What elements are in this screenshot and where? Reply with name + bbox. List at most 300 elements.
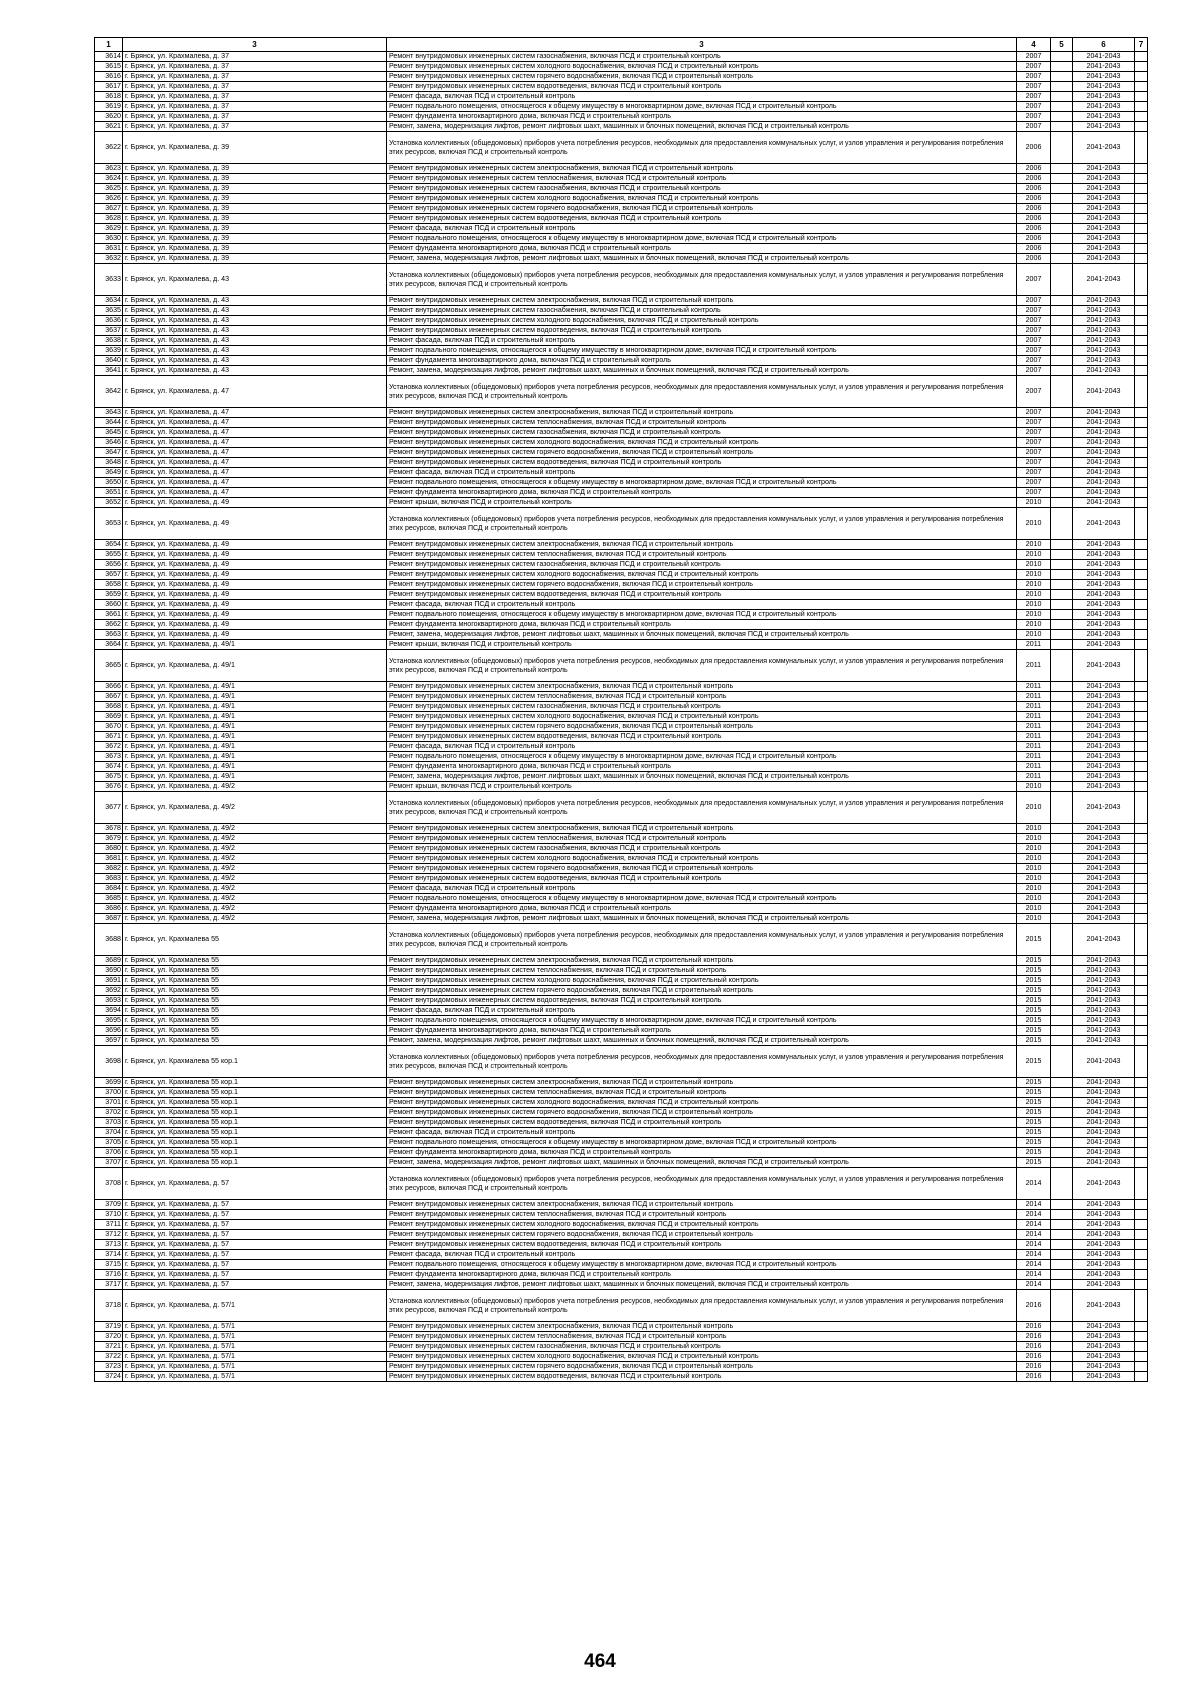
year-cell: 2007 (1017, 306, 1051, 316)
year-cell: 2014 (1017, 1220, 1051, 1230)
period-cell: 2041-2043 (1073, 1026, 1135, 1036)
table-row (95, 458, 1148, 468)
year-cell: 2007 (1017, 264, 1051, 296)
table-row (95, 732, 1148, 742)
work-type-cell: Ремонт фасада, включая ПСД и строительный контроль (387, 600, 1017, 610)
year-cell: 2006 (1017, 234, 1051, 244)
address-cell: г. Брянск, ул. Крахмалева, д. 49 (123, 630, 387, 640)
table-row (95, 498, 1148, 508)
col5-cell (1051, 590, 1073, 600)
table-row (95, 1088, 1148, 1098)
col7-cell (1135, 1322, 1148, 1332)
address-cell: г. Брянск, ул. Крахмалева, д. 49 (123, 540, 387, 550)
period-cell: 2041-2043 (1073, 630, 1135, 640)
col5-cell (1051, 1230, 1073, 1240)
row-number: 3652 (95, 498, 123, 508)
address-cell: г. Брянск, ул. Крахмалева, д. 49/2 (123, 904, 387, 914)
year-cell: 2010 (1017, 782, 1051, 792)
year-cell: 2016 (1017, 1342, 1051, 1352)
address-cell: г. Брянск, ул. Крахмалева 55 кор.1 (123, 1108, 387, 1118)
year-cell: 2014 (1017, 1240, 1051, 1250)
table-row (95, 254, 1148, 264)
year-cell: 2011 (1017, 640, 1051, 650)
row-number: 3634 (95, 296, 123, 306)
work-type-cell: Ремонт внутридомовых инженерных систем водоотведения, включая ПСД и строительный контроль (387, 874, 1017, 884)
year-cell: 2007 (1017, 72, 1051, 82)
table-row (95, 1118, 1148, 1128)
period-cell: 2041-2043 (1073, 316, 1135, 326)
address-cell: г. Брянск, ул. Крахмалева 55 (123, 996, 387, 1006)
work-type-cell: Ремонт фундамента многоквартирного дома, включая ПСД и строительный контроль (387, 904, 1017, 914)
period-cell: 2041-2043 (1073, 732, 1135, 742)
work-type-cell: Ремонт фундамента многоквартирного дома, включая ПСД и строительный контроль (387, 356, 1017, 366)
row-number: 3618 (95, 92, 123, 102)
work-type-cell: Ремонт внутридомовых инженерных систем водоотведения, включая ПСД и строительный контроль (387, 1118, 1017, 1128)
table-row (95, 1260, 1148, 1270)
year-cell: 2015 (1017, 1148, 1051, 1158)
work-type-cell: Установка коллективных (общедомовых) приборов учета потребления ресурсов, необходимых для предоставления коммунальных услуг, и узлов управления и регулирования потребления этих ресурсов, включая ПСД и строительный контроль (387, 792, 1017, 824)
col7-cell (1135, 356, 1148, 366)
work-type-cell: Ремонт внутридомовых инженерных систем горячего водоснабжения, включая ПСД и строительный контроль (387, 204, 1017, 214)
table-row (95, 1036, 1148, 1046)
work-type-cell: Ремонт подвального помещения, относящегося к общему имуществу в многоквартирном доме, включая ПСД и строительный контроль (387, 102, 1017, 112)
work-type-cell: Установка коллективных (общедомовых) приборов учета потребления ресурсов, необходимых для предоставления коммунальных услуг, и узлов управления и регулирования потребления этих ресурсов, включая ПСД и строительный контроль (387, 132, 1017, 164)
period-cell: 2041-2043 (1073, 914, 1135, 924)
table-row (95, 570, 1148, 580)
table-row (95, 630, 1148, 640)
table-row (95, 174, 1148, 184)
col5-cell (1051, 1118, 1073, 1128)
year-cell: 2010 (1017, 630, 1051, 640)
table-row (95, 590, 1148, 600)
work-type-cell: Ремонт внутридомовых инженерных систем водоотведения, включая ПСД и строительный контроль (387, 1372, 1017, 1382)
col5-cell (1051, 580, 1073, 590)
row-number: 3712 (95, 1230, 123, 1240)
row-number: 3676 (95, 782, 123, 792)
period-cell: 2041-2043 (1073, 1260, 1135, 1270)
col5-cell (1051, 854, 1073, 864)
col5-cell (1051, 732, 1073, 742)
col5-cell (1051, 864, 1073, 874)
period-cell: 2041-2043 (1073, 712, 1135, 722)
table-row (95, 1016, 1148, 1026)
work-type-cell: Ремонт фундамента многоквартирного дома, включая ПСД и строительный контроль (387, 620, 1017, 630)
col7-cell (1135, 366, 1148, 376)
col5-cell (1051, 1352, 1073, 1362)
year-cell: 2010 (1017, 904, 1051, 914)
work-type-cell: Ремонт внутридомовых инженерных систем холодного водоснабжения, включая ПСД и строительный контроль (387, 976, 1017, 986)
work-type-cell: Ремонт внутридомовых инженерных систем холодного водоснабжения, включая ПСД и строительный контроль (387, 712, 1017, 722)
period-cell: 2041-2043 (1073, 264, 1135, 296)
address-cell: г. Брянск, ул. Крахмалева, д. 49/1 (123, 682, 387, 692)
address-cell: г. Брянск, ул. Крахмалева, д. 49/1 (123, 640, 387, 650)
row-number: 3709 (95, 1200, 123, 1210)
table-row (95, 366, 1148, 376)
col5-cell (1051, 1006, 1073, 1016)
table-row (95, 1372, 1148, 1382)
work-type-cell: Ремонт внутридомовых инженерных систем электроснабжения, включая ПСД и строительный контроль (387, 1078, 1017, 1088)
year-cell: 2010 (1017, 854, 1051, 864)
period-cell: 2041-2043 (1073, 682, 1135, 692)
period-cell: 2041-2043 (1073, 762, 1135, 772)
col7-cell (1135, 1372, 1148, 1382)
year-cell: 2011 (1017, 692, 1051, 702)
table-row (95, 1270, 1148, 1280)
year-cell: 2014 (1017, 1280, 1051, 1290)
table-row (95, 874, 1148, 884)
address-cell: г. Брянск, ул. Крахмалева, д. 43 (123, 296, 387, 306)
table-row (95, 844, 1148, 854)
period-cell: 2041-2043 (1073, 894, 1135, 904)
row-number: 3681 (95, 854, 123, 864)
col7-cell (1135, 1168, 1148, 1200)
work-type-cell: Ремонт внутридомовых инженерных систем электроснабжения, включая ПСД и строительный контроль (387, 682, 1017, 692)
period-cell: 2041-2043 (1073, 1322, 1135, 1332)
row-number: 3713 (95, 1240, 123, 1250)
col5-cell (1051, 1088, 1073, 1098)
col7-cell (1135, 326, 1148, 336)
row-number: 3685 (95, 894, 123, 904)
address-cell: г. Брянск, ул. Крахмалева, д. 37 (123, 122, 387, 132)
address-cell: г. Брянск, ул. Крахмалева, д. 57/1 (123, 1342, 387, 1352)
address-cell: г. Брянск, ул. Крахмалева, д. 37 (123, 82, 387, 92)
work-type-cell: Ремонт подвального помещения, относящегося к общему имуществу в многоквартирном доме, включая ПСД и строительный контроль (387, 1016, 1017, 1026)
table-row (95, 214, 1148, 224)
period-cell: 2041-2043 (1073, 752, 1135, 762)
year-cell: 2010 (1017, 610, 1051, 620)
col5-cell (1051, 92, 1073, 102)
row-number: 3654 (95, 540, 123, 550)
col7-cell (1135, 184, 1148, 194)
period-cell: 2041-2043 (1073, 1168, 1135, 1200)
address-cell: г. Брянск, ул. Крахмалева 55 кор.1 (123, 1148, 387, 1158)
col5-cell (1051, 214, 1073, 224)
year-cell: 2007 (1017, 326, 1051, 336)
year-cell: 2015 (1017, 1016, 1051, 1026)
col5-cell (1051, 234, 1073, 244)
address-cell: г. Брянск, ул. Крахмалева, д. 49 (123, 590, 387, 600)
col5-cell (1051, 224, 1073, 234)
work-type-cell: Ремонт внутридомовых инженерных систем горячего водоснабжения, включая ПСД и строительный контроль (387, 986, 1017, 996)
work-type-cell: Установка коллективных (общедомовых) приборов учета потребления ресурсов, необходимых для предоставления коммунальных услуг, и узлов управления и регулирования потребления этих ресурсов, включая ПСД и строительный контроль (387, 1046, 1017, 1078)
period-cell: 2041-2043 (1073, 844, 1135, 854)
col5-cell (1051, 408, 1073, 418)
col5-cell (1051, 174, 1073, 184)
header-cell: 6 (1073, 38, 1135, 52)
year-cell: 2007 (1017, 316, 1051, 326)
col5-cell (1051, 712, 1073, 722)
table-row (95, 640, 1148, 650)
year-cell: 2015 (1017, 976, 1051, 986)
row-number: 3695 (95, 1016, 123, 1026)
period-cell: 2041-2043 (1073, 102, 1135, 112)
table-row (95, 1026, 1148, 1036)
year-cell: 2011 (1017, 762, 1051, 772)
period-cell: 2041-2043 (1073, 782, 1135, 792)
work-type-cell: Ремонт внутридомовых инженерных систем газоснабжения, включая ПСД и строительный контроль (387, 184, 1017, 194)
row-number: 3689 (95, 956, 123, 966)
row-number: 3721 (95, 1342, 123, 1352)
work-type-cell: Ремонт внутридомовых инженерных систем электроснабжения, включая ПСД и строительный контроль (387, 956, 1017, 966)
col5-cell (1051, 1290, 1073, 1322)
col7-cell (1135, 570, 1148, 580)
col5-cell (1051, 458, 1073, 468)
col7-cell (1135, 1362, 1148, 1372)
row-number: 3656 (95, 560, 123, 570)
row-number: 3703 (95, 1118, 123, 1128)
period-cell: 2041-2043 (1073, 498, 1135, 508)
col5-cell (1051, 1322, 1073, 1332)
table-row (95, 72, 1148, 82)
work-type-cell: Ремонт внутридомовых инженерных систем теплоснабжения, включая ПСД и строительный контроль (387, 418, 1017, 428)
work-type-cell: Ремонт внутридомовых инженерных систем водоотведения, включая ПСД и строительный контроль (387, 214, 1017, 224)
period-cell: 2041-2043 (1073, 438, 1135, 448)
col5-cell (1051, 1148, 1073, 1158)
year-cell: 2011 (1017, 722, 1051, 732)
table-row (95, 884, 1148, 894)
work-type-cell: Ремонт фундамента многоквартирного дома, включая ПСД и строительный контроль (387, 1026, 1017, 1036)
table-row (95, 488, 1148, 498)
period-cell: 2041-2043 (1073, 326, 1135, 336)
year-cell: 2010 (1017, 550, 1051, 560)
address-cell: г. Брянск, ул. Крахмалева, д. 57/1 (123, 1322, 387, 1332)
row-number: 3665 (95, 650, 123, 682)
period-cell: 2041-2043 (1073, 122, 1135, 132)
work-type-cell: Ремонт внутридомовых инженерных систем газоснабжения, включая ПСД и строительный контроль (387, 560, 1017, 570)
col5-cell (1051, 376, 1073, 408)
table-row (95, 122, 1148, 132)
address-cell: г. Брянск, ул. Крахмалева, д. 49/1 (123, 752, 387, 762)
year-cell: 2015 (1017, 1118, 1051, 1128)
row-number: 3687 (95, 914, 123, 924)
row-number: 3699 (95, 1078, 123, 1088)
period-cell: 2041-2043 (1073, 508, 1135, 540)
table-row (95, 468, 1148, 478)
table-body (95, 38, 1148, 1382)
col5-cell (1051, 1158, 1073, 1168)
row-number: 3684 (95, 884, 123, 894)
period-cell: 2041-2043 (1073, 1230, 1135, 1240)
col7-cell (1135, 122, 1148, 132)
address-cell: г. Брянск, ул. Крахмалева, д. 49 (123, 560, 387, 570)
col7-cell (1135, 824, 1148, 834)
col5-cell (1051, 904, 1073, 914)
period-cell: 2041-2043 (1073, 62, 1135, 72)
work-type-cell: Ремонт внутридомовых инженерных систем водоотведения, включая ПСД и строительный контроль (387, 590, 1017, 600)
address-cell: г. Брянск, ул. Крахмалева, д. 39 (123, 234, 387, 244)
table-row (95, 1220, 1148, 1230)
table-row (95, 1158, 1148, 1168)
period-cell: 2041-2043 (1073, 1118, 1135, 1128)
year-cell: 2015 (1017, 1098, 1051, 1108)
period-cell: 2041-2043 (1073, 1290, 1135, 1322)
year-cell: 2015 (1017, 956, 1051, 966)
col7-cell (1135, 448, 1148, 458)
address-cell: г. Брянск, ул. Крахмалева, д. 47 (123, 478, 387, 488)
work-type-cell: Ремонт внутридомовых инженерных систем газоснабжения, включая ПСД и строительный контроль (387, 306, 1017, 316)
period-cell: 2041-2043 (1073, 376, 1135, 408)
table-row (95, 1108, 1148, 1118)
address-cell: г. Брянск, ул. Крахмалева, д. 49 (123, 550, 387, 560)
col5-cell (1051, 986, 1073, 996)
address-cell: г. Брянск, ул. Крахмалева, д. 57/1 (123, 1352, 387, 1362)
table-row (95, 112, 1148, 122)
col7-cell (1135, 854, 1148, 864)
col7-cell (1135, 498, 1148, 508)
col5-cell (1051, 478, 1073, 488)
col5-cell (1051, 52, 1073, 62)
table-row (95, 1128, 1148, 1138)
col5-cell (1051, 924, 1073, 956)
year-cell: 2010 (1017, 792, 1051, 824)
year-cell: 2010 (1017, 884, 1051, 894)
row-number: 3657 (95, 570, 123, 580)
year-cell: 2007 (1017, 428, 1051, 438)
col5-cell (1051, 316, 1073, 326)
table-row (95, 1046, 1148, 1078)
address-cell: г. Брянск, ул. Крахмалева, д. 47 (123, 408, 387, 418)
row-number: 3660 (95, 600, 123, 610)
year-cell: 2015 (1017, 1158, 1051, 1168)
year-cell: 2015 (1017, 1108, 1051, 1118)
work-type-cell: Ремонт, замена, модернизация лифтов, ремонт лифтовых шахт, машинных и блочных помещений, включая ПСД и строительный контроль (387, 1158, 1017, 1168)
period-cell: 2041-2043 (1073, 1036, 1135, 1046)
address-cell: г. Брянск, ул. Крахмалева, д. 43 (123, 306, 387, 316)
row-number: 3632 (95, 254, 123, 264)
row-number: 3717 (95, 1280, 123, 1290)
col5-cell (1051, 792, 1073, 824)
address-cell: г. Брянск, ул. Крахмалева, д. 49/1 (123, 650, 387, 682)
work-type-cell: Ремонт, замена, модернизация лифтов, ремонт лифтовых шахт, машинных и блочных помещений, включая ПСД и строительный контроль (387, 914, 1017, 924)
year-cell: 2015 (1017, 1088, 1051, 1098)
row-number: 3663 (95, 630, 123, 640)
period-cell: 2041-2043 (1073, 112, 1135, 122)
year-cell: 2011 (1017, 682, 1051, 692)
col7-cell (1135, 1250, 1148, 1260)
table-row (95, 1332, 1148, 1342)
col5-cell (1051, 448, 1073, 458)
period-cell: 2041-2043 (1073, 956, 1135, 966)
table-row (95, 904, 1148, 914)
period-cell: 2041-2043 (1073, 356, 1135, 366)
period-cell: 2041-2043 (1073, 1280, 1135, 1290)
year-cell: 2007 (1017, 366, 1051, 376)
period-cell: 2041-2043 (1073, 468, 1135, 478)
work-type-cell: Ремонт внутридомовых инженерных систем горячего водоснабжения, включая ПСД и строительный контроль (387, 864, 1017, 874)
year-cell: 2011 (1017, 732, 1051, 742)
period-cell: 2041-2043 (1073, 1372, 1135, 1382)
row-number: 3621 (95, 122, 123, 132)
period-cell: 2041-2043 (1073, 1088, 1135, 1098)
table-row (95, 550, 1148, 560)
row-number: 3715 (95, 1260, 123, 1270)
table-row (95, 1290, 1148, 1322)
year-cell: 2014 (1017, 1230, 1051, 1240)
col5-cell (1051, 1372, 1073, 1382)
table-row (95, 1322, 1148, 1332)
work-type-cell: Ремонт внутридомовых инженерных систем газоснабжения, включая ПСД и строительный контроль (387, 1342, 1017, 1352)
row-number: 3637 (95, 326, 123, 336)
row-number: 3698 (95, 1046, 123, 1078)
col5-cell (1051, 264, 1073, 296)
table-row (95, 92, 1148, 102)
col7-cell (1135, 1138, 1148, 1148)
col5-cell (1051, 560, 1073, 570)
work-type-cell: Ремонт внутридомовых инженерных систем холодного водоснабжения, включая ПСД и строительный контроль (387, 1352, 1017, 1362)
row-number: 3648 (95, 458, 123, 468)
col7-cell (1135, 488, 1148, 498)
period-cell: 2041-2043 (1073, 650, 1135, 682)
col5-cell (1051, 1168, 1073, 1200)
year-cell: 2015 (1017, 1138, 1051, 1148)
year-cell: 2010 (1017, 600, 1051, 610)
period-cell: 2041-2043 (1073, 864, 1135, 874)
period-cell: 2041-2043 (1073, 1046, 1135, 1078)
col7-cell (1135, 1280, 1148, 1290)
row-number: 3627 (95, 204, 123, 214)
work-type-cell: Ремонт фасада, включая ПСД и строительный контроль (387, 1006, 1017, 1016)
year-cell: 2007 (1017, 408, 1051, 418)
row-number: 3675 (95, 772, 123, 782)
period-cell: 2041-2043 (1073, 904, 1135, 914)
col5-cell (1051, 966, 1073, 976)
address-cell: г. Брянск, ул. Крахмалева, д. 49/2 (123, 914, 387, 924)
address-cell: г. Брянск, ул. Крахмалева, д. 37 (123, 62, 387, 72)
year-cell: 2010 (1017, 620, 1051, 630)
row-number: 3690 (95, 966, 123, 976)
col5-cell (1051, 1016, 1073, 1026)
year-cell: 2014 (1017, 1200, 1051, 1210)
address-cell: г. Брянск, ул. Крахмалева, д. 47 (123, 376, 387, 408)
address-cell: г. Брянск, ул. Крахмалева, д. 47 (123, 488, 387, 498)
year-cell: 2016 (1017, 1352, 1051, 1362)
work-type-cell: Ремонт, замена, модернизация лифтов, ремонт лифтовых шахт, машинных и блочных помещений, включая ПСД и строительный контроль (387, 772, 1017, 782)
col7-cell (1135, 296, 1148, 306)
col7-cell (1135, 1006, 1148, 1016)
address-cell: г. Брянск, ул. Крахмалева, д. 39 (123, 164, 387, 174)
work-type-cell: Ремонт крыши, включая ПСД и строительный контроль (387, 782, 1017, 792)
period-cell: 2041-2043 (1073, 214, 1135, 224)
col5-cell (1051, 874, 1073, 884)
table-row (95, 854, 1148, 864)
year-cell: 2010 (1017, 894, 1051, 904)
col7-cell (1135, 742, 1148, 752)
row-number: 3623 (95, 164, 123, 174)
work-type-cell: Ремонт внутридомовых инженерных систем холодного водоснабжения, включая ПСД и строительный контроль (387, 194, 1017, 204)
year-cell: 2007 (1017, 356, 1051, 366)
address-cell: г. Брянск, ул. Крахмалева, д. 37 (123, 92, 387, 102)
col7-cell (1135, 1290, 1148, 1322)
table-row (95, 1280, 1148, 1290)
period-cell: 2041-2043 (1073, 590, 1135, 600)
address-cell: г. Брянск, ул. Крахмалева, д. 37 (123, 72, 387, 82)
period-cell: 2041-2043 (1073, 1158, 1135, 1168)
year-cell: 2007 (1017, 488, 1051, 498)
col7-cell (1135, 1332, 1148, 1342)
address-cell: г. Брянск, ул. Крахмалева, д. 57 (123, 1270, 387, 1280)
period-cell: 2041-2043 (1073, 428, 1135, 438)
table-row (95, 620, 1148, 630)
table-row (95, 600, 1148, 610)
work-type-cell: Ремонт внутридомовых инженерных систем горячего водоснабжения, включая ПСД и строительный контроль (387, 1362, 1017, 1372)
address-cell: г. Брянск, ул. Крахмалева 55 (123, 1026, 387, 1036)
period-cell: 2041-2043 (1073, 132, 1135, 164)
period-cell: 2041-2043 (1073, 1016, 1135, 1026)
address-cell: г. Брянск, ул. Крахмалева, д. 49/1 (123, 722, 387, 732)
table-row (95, 194, 1148, 204)
col7-cell (1135, 712, 1148, 722)
row-number: 3693 (95, 996, 123, 1006)
